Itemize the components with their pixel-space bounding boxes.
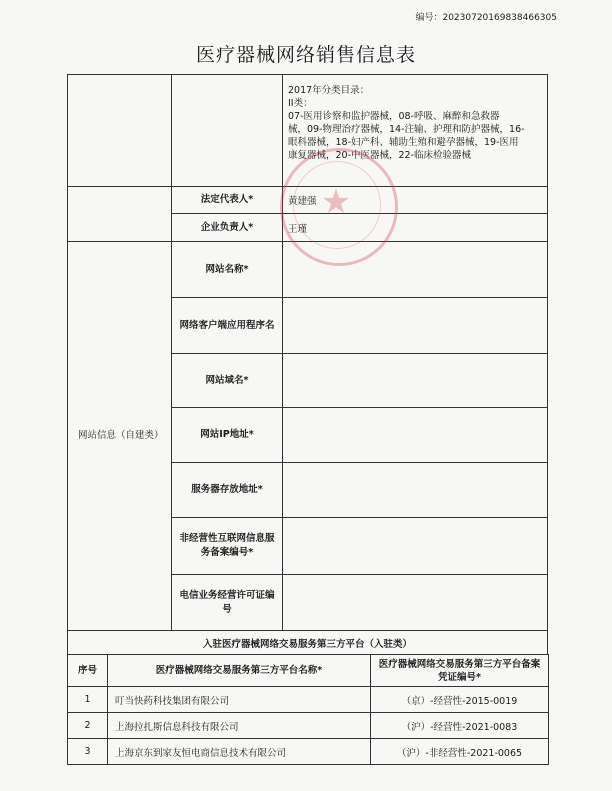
legal-rep-row <box>68 187 548 214</box>
category-line: 07-医用诊察和监护器械，08-呼吸、麻醉和急救器 <box>288 111 500 122</box>
seal-star-icon: ★ <box>320 182 352 222</box>
website-group-label: 网站信息（自建类） <box>68 242 172 631</box>
rep-empty-cell <box>68 187 172 242</box>
platform-section-row <box>68 631 548 655</box>
client-app-name-label: 网络客户端应用程序名 <box>172 298 283 354</box>
icp-record-value <box>283 518 548 575</box>
website-row <box>68 242 548 298</box>
platform-header-row <box>68 655 549 687</box>
telecom-license-label: 电信业务经营许可证编号 <box>172 575 283 631</box>
telecom-license-value <box>283 575 548 631</box>
category-line: 械，09-物理治疗器械，14-注输、护理和防护器械，16- <box>288 124 525 135</box>
row-no: 3 <box>68 739 108 765</box>
col-header-cert: 医疗器械网络交易服务第三方平台备案凭证编号* <box>371 655 549 687</box>
domain-label: 网站域名* <box>172 354 283 408</box>
category-empty-cell-b <box>172 75 283 187</box>
col-header-no: 序号 <box>68 655 108 687</box>
platform-cert: （沪）-非经营性-2021-0065 <box>371 739 549 765</box>
platform-cert: （京）-经营性-2015-0019 <box>371 687 549 713</box>
server-address-label: 服务器存放地址* <box>172 463 283 518</box>
domain-value <box>283 354 548 408</box>
category-cell <box>283 75 548 187</box>
principal-label: 企业负责人* <box>172 214 283 242</box>
category-empty-cell-a <box>68 75 172 187</box>
icp-record-label: 非经营性互联网信息服务备案编号* <box>172 518 283 575</box>
row-no: 2 <box>68 713 108 739</box>
document-serial-number: 编号：20230720169838466305 <box>415 13 557 23</box>
table-row <box>68 739 549 765</box>
website-name-label: 网站名称* <box>172 242 283 298</box>
table-row <box>68 713 549 739</box>
sales-info-table <box>67 74 548 655</box>
server-address-value <box>283 463 548 518</box>
legal-rep-label: 法定代表人* <box>172 187 283 214</box>
table-row <box>68 687 549 713</box>
platform-table <box>67 654 549 765</box>
document-title: 医疗器械网络销售信息表 <box>195 44 416 66</box>
ip-address-value <box>283 408 548 463</box>
legal-rep-value: 黄建强 <box>283 187 548 214</box>
category-line: 眼科器械，18-妇产科、辅助生殖和避孕器械，19-医用 <box>288 137 519 148</box>
col-header-name: 医疗器械网络交易服务第三方平台名称* <box>108 655 371 687</box>
platform-name: 叮当快药科技集团有限公司 <box>108 687 371 713</box>
website-name-value <box>283 242 548 298</box>
principal-value: 王瑾 <box>283 214 548 242</box>
client-app-name-value <box>283 298 548 354</box>
ip-address-label: 网站IP地址* <box>172 408 283 463</box>
row-no: 1 <box>68 687 108 713</box>
platform-cert: （沪）-经营性-2021-0083 <box>371 713 549 739</box>
category-row <box>68 75 548 187</box>
category-line: II类： <box>288 98 313 109</box>
platform-name: 上海京东到家友恒电商信息技术有限公司 <box>108 739 371 765</box>
category-line: 2017年分类目录： <box>288 85 370 96</box>
category-line: 康复器械，20-中医器械，22-临床检验器械 <box>288 150 472 161</box>
platform-section-title: 入驻医疗器械网络交易服务第三方平台（入驻类） <box>68 631 548 655</box>
platform-name: 上海拉扎斯信息科技有限公司 <box>108 713 371 739</box>
